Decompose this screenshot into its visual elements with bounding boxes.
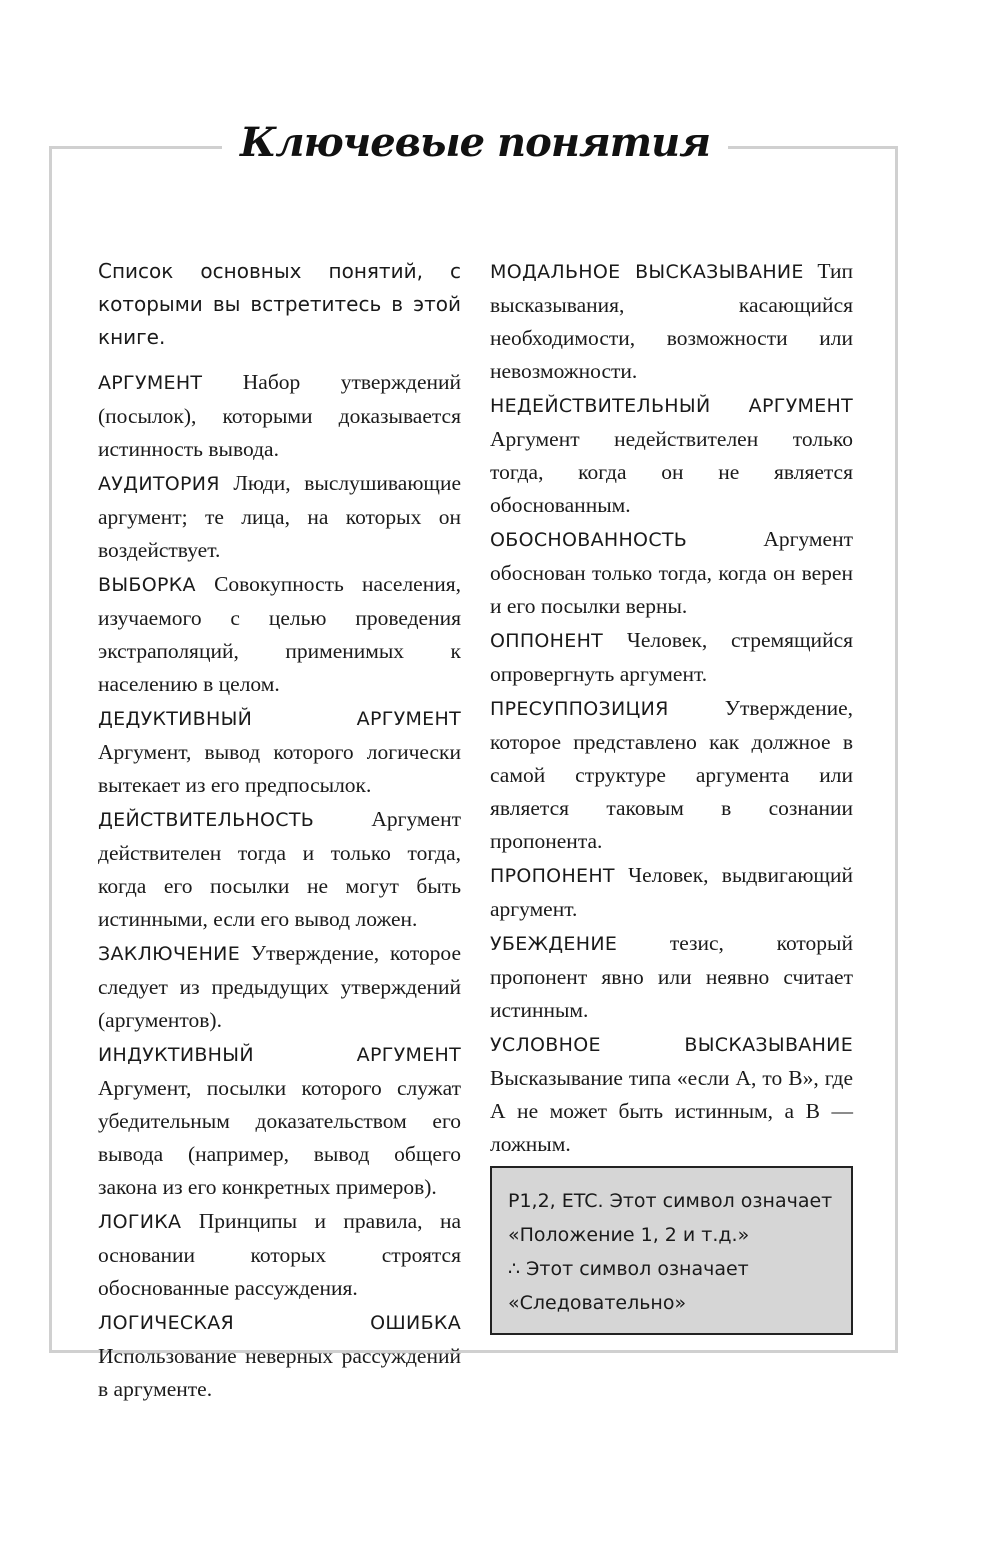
glossary-entry bbox=[490, 389, 853, 522]
glossary-term: ЗАКЛЮЧЕНИЕ bbox=[98, 943, 241, 965]
glossary-definition: Принципы и правила, на основании которых строятся обоснованные рассуждения. bbox=[98, 1209, 461, 1300]
glossary-term: УБЕЖДЕНИЕ bbox=[490, 933, 618, 955]
glossary-entry bbox=[490, 255, 853, 388]
glossary-entry bbox=[490, 927, 853, 1027]
right-column bbox=[490, 255, 853, 1162]
glossary-entry bbox=[98, 803, 461, 936]
note-line: P1,2, ETC. Этот символ означает bbox=[508, 1190, 833, 1212]
note-line: «Положение 1, 2 и т.д.» bbox=[508, 1224, 750, 1246]
glossary-definition: Использование неверных рассуждений в аргументе. bbox=[98, 1344, 461, 1401]
right-glossary-list bbox=[490, 255, 853, 1161]
glossary-definition: Аргумент, вывод которого логически вытекает из его предпосылок. bbox=[98, 740, 461, 797]
glossary-term: ОБОСНОВАННОСТЬ bbox=[490, 529, 688, 551]
note-line: ∴ Этот символ означает bbox=[508, 1258, 749, 1280]
glossary-term: ИНДУКТИВНЫЙ АРГУМЕНТ bbox=[98, 1044, 461, 1066]
glossary-definition: тезис, который пропонент явно или неявно считает истинным. bbox=[490, 931, 853, 1022]
glossary-definition: Человек, выдвигающий аргумент. bbox=[490, 863, 853, 921]
glossary-term: ОППОНЕНТ bbox=[490, 630, 604, 652]
glossary-term: ПРОПОНЕНТ bbox=[490, 865, 615, 887]
glossary-definition: Аргумент обоснован только тогда, когда он верен и его посылки верны. bbox=[490, 527, 853, 618]
glossary-term: АРГУМЕНТ bbox=[98, 372, 203, 394]
glossary-entry bbox=[490, 1028, 853, 1161]
glossary-entry bbox=[98, 1038, 461, 1204]
left-glossary-list bbox=[98, 366, 461, 1406]
glossary-entry bbox=[98, 1306, 461, 1406]
glossary-term: АУДИТОРИЯ bbox=[98, 473, 220, 495]
glossary-term: МОДАЛЬНОЕ ВЫСКАЗЫВАНИЕ bbox=[490, 261, 804, 283]
title-block bbox=[222, 108, 728, 178]
glossary-definition: Тип высказывания, касающийся необходимости, возможности или невозможности. bbox=[490, 259, 854, 383]
glossary-definition: Аргумент недействителен только тогда, когда он не является обоснованным. bbox=[490, 427, 853, 517]
symbols-note-box bbox=[490, 1166, 853, 1335]
glossary-definition: Аргумент, посылки которого служат убедительным доказательством его вывода (например, вывод общего закона из его конкретных примеров). bbox=[98, 1076, 461, 1199]
glossary-term: УСЛОВНОЕ ВЫСКАЗЫВАНИЕ bbox=[490, 1034, 853, 1056]
glossary-term: ВЫБОРКА bbox=[98, 574, 196, 596]
glossary-entry bbox=[98, 1205, 461, 1305]
glossary-entry bbox=[490, 692, 853, 858]
glossary-entry bbox=[98, 366, 461, 466]
glossary-term: ПРЕСУППОЗИЦИЯ bbox=[490, 698, 669, 720]
glossary-definition: Утверждение, которое следует из предыдущих утверждений (аргументов). bbox=[98, 941, 461, 1032]
glossary-term: ЛОГИКА bbox=[98, 1211, 182, 1233]
glossary-definition: Совокупность населения, изучаемого с целью проведения экстраполяций, применимых к населению в целом. bbox=[98, 572, 461, 696]
glossary-term: ДЕДУКТИВНЫЙ АРГУМЕНТ bbox=[98, 708, 461, 730]
glossary-term: ЛОГИЧЕСКАЯ ОШИБКА bbox=[98, 1312, 461, 1334]
glossary-entry bbox=[98, 568, 461, 701]
glossary-term: НЕДЕЙСТВИТЕЛЬНЫЙ АРГУМЕНТ bbox=[490, 395, 853, 417]
glossary-definition: Набор утверждений (посылок), которыми доказывается истинность вывода. bbox=[98, 370, 462, 461]
glossary-entry bbox=[98, 467, 461, 567]
left-column bbox=[98, 255, 461, 1407]
glossary-definition: Люди, выслушивающие аргумент; те лица, на которых он воздействует. bbox=[98, 471, 461, 562]
glossary-entry bbox=[490, 624, 853, 691]
glossary-entry bbox=[98, 702, 461, 802]
page-title: Ключевые понятия bbox=[239, 119, 711, 166]
glossary-definition: Человек, стремящийся опровергнуть аргумент. bbox=[490, 628, 854, 686]
glossary-definition: Аргумент действителен тогда и только тогда, когда его посылки не могут быть истинными, если его вывод ложен. bbox=[98, 807, 461, 931]
glossary-term: ДЕЙСТВИТЕЛЬНОСТЬ bbox=[98, 809, 315, 831]
note-line: «Следовательно» bbox=[508, 1292, 687, 1314]
glossary-definition: Высказывание типа «если А, то В», где А не может быть истинным, а В — ложным. bbox=[490, 1066, 853, 1156]
glossary-entry bbox=[490, 523, 853, 623]
glossary-entry bbox=[98, 937, 461, 1037]
glossary-definition: Утверждение, которое представлено как должное в самой структуре аргумента или является таковым в сознании пропонента. bbox=[490, 696, 853, 853]
glossary-entry bbox=[490, 859, 853, 926]
intro-text: Список основных понятий, с которыми вы встретитесь в этой книге. bbox=[98, 259, 461, 349]
